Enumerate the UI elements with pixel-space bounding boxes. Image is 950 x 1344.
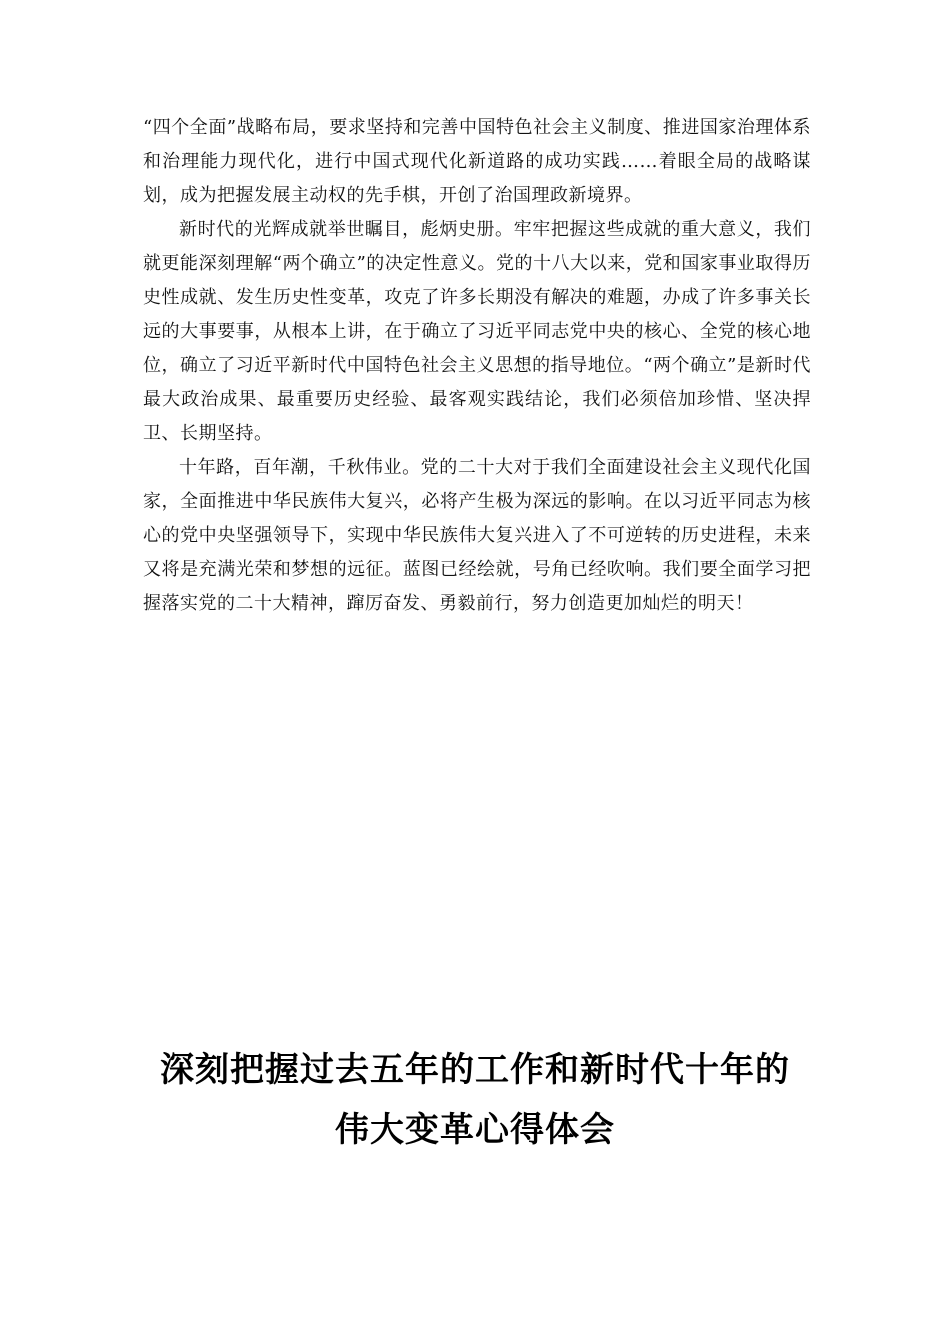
paragraph-conclusion: 十年路，百年潮，千秋伟业。党的二十大对于我们全面建设社会主义现代化国家，全面推进中华民族伟大复兴，必将产生极为深远的影响。在以习近平同志为核心的党中央坚强领导下，实现中华民族伟大复兴进入了不可逆转的历史进程，未来又将是充满光荣和梦想的远征。蓝图已经绘就，号角已经吹响。我们要全面学习把握落实党的二十大精神，蹿厉奋发、勇毅前行，努力创造更加灿烂的明天！ [143, 457, 811, 614]
title-line-2: 伟大变革心得体会 [335, 1110, 615, 1150]
next-article-title [0, 1040, 950, 1160]
paragraph-achievements: 新时代的光辉成就举世瞩目，彪炳史册。牢牢把握这些成就的重大意义，我们就更能深刻理解“两个确立”的决定性意义。党的十八大以来，党和国家事业取得历史性成就、发生历史性变革，攻克了许多长期没有解决的难题，办成了许多事关长远的大事要事，从根本上讲，在于确立了习近平同志党中央的核心、全党的核心地位，确立了习近平新时代中国特色社会主义思想的指导地位。“两个确立”是新时代最大政治成果、最重要历史经验、最客观实践结论，我们必须倍加珍惜、坚决捍卫、长期坚持。 [143, 219, 811, 444]
paragraph-continuation: “四个全面”战略布局，要求坚持和完善中国特色社会主义制度、推进国家治理体系和治理能力现代化，进行中国式现代化新道路的成功实践……着眼全局的战略谋划，成为把握发展主动权的先手棋，开创了治国理政新境界。 [143, 117, 811, 206]
article-body [143, 111, 811, 621]
title-line-1: 深刻把握过去五年的工作和新时代十年的 [160, 1050, 790, 1090]
